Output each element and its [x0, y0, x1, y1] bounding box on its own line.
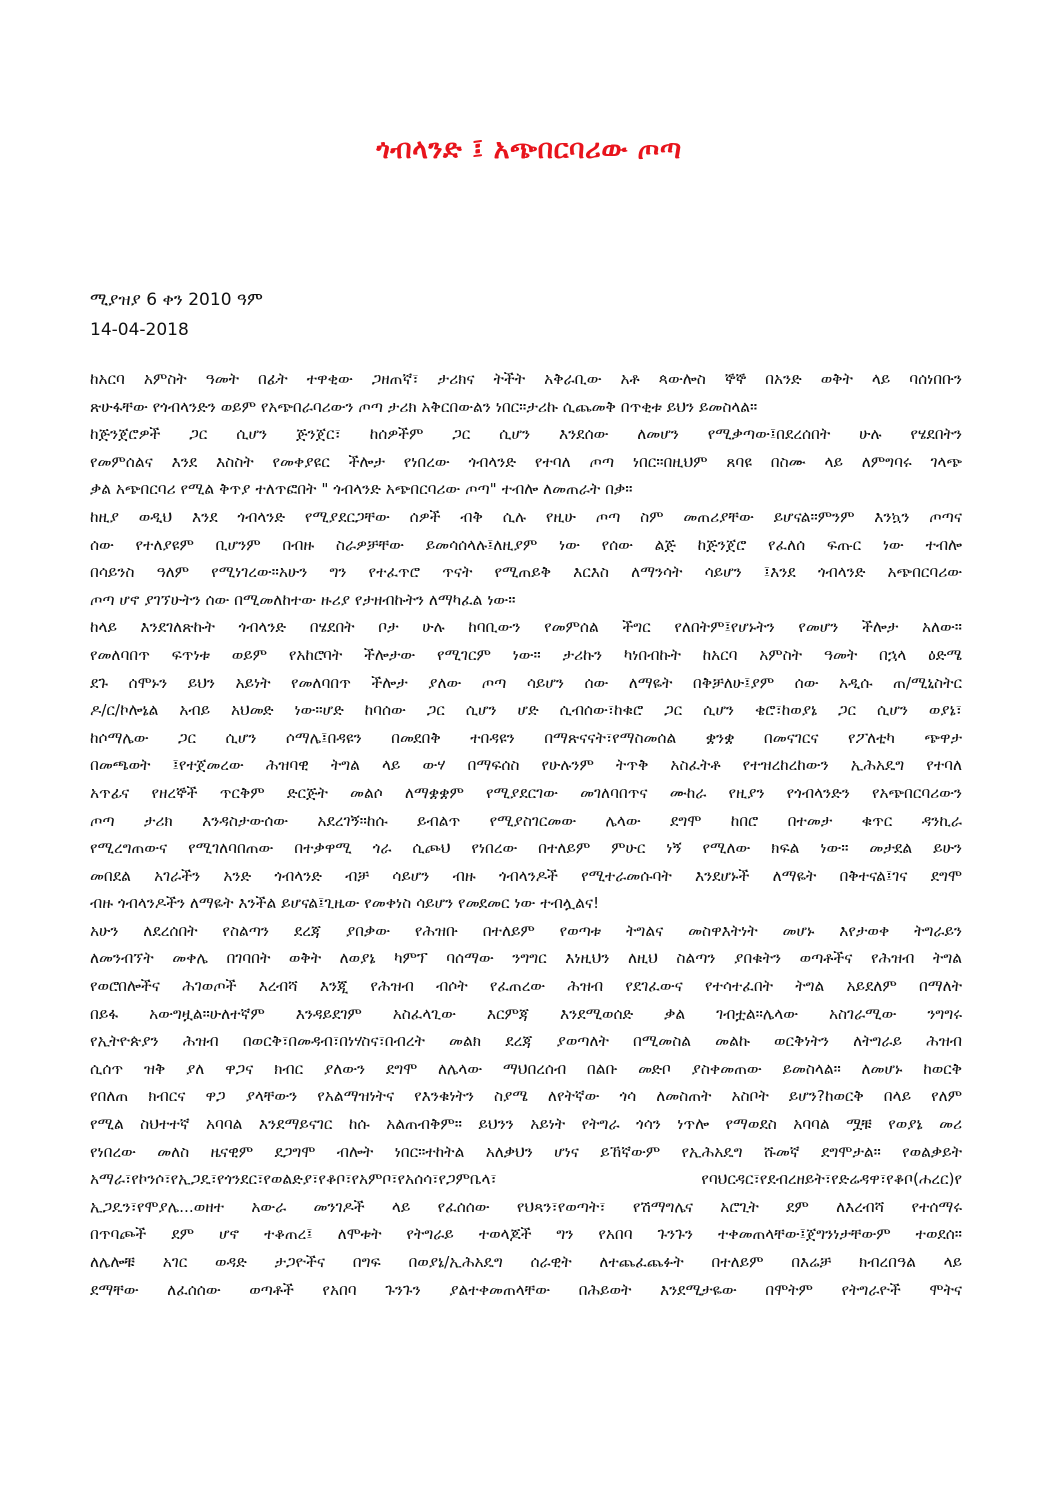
body-line: ኢጋዴን፣የሞያሌ...ወዘተ አውራ መንገዶች ላይ የፈሰሰው የህጻን፣የወጣት፣ የሽማግሌና አሮጊት ደም ለእረብሻ የተሰማሩ [90, 1197, 962, 1216]
body-line: የሚረግጠውና የሚገለባበጠው በተቃዋሚ ጎራ ሲጮህ የነበረው በተለይም ምሁር ነኝ የሚለው ክፍል ነው። መታደል ይሁን [90, 839, 962, 858]
body-line: የኢትዮጵያን ሕዝብ በወርቅ፣በመዳብ፣በነሃስና፣በብረት መልክ ደረጃ ያወጣለት በሚመስል መልኩ ወርቅነትን ለትግራይ ሕዝብ [90, 1032, 962, 1051]
body-line: ዶ/ር/ኮሎኔል አብይ አህመድ ነው።ሆድ ከባሰው ጋር ሲሆን ሆድ ሲብሰው፣ከቁሮ ጋር ሲሆን ቄሮ፣ከወያኔ ጋር ሲሆን ወያኔ፣ [90, 701, 962, 720]
body-line: የመለባበጥ ፍጥነቱ ወይም የአከሮባት ችሎታው የሚገርም ነው። ታሪኩን ካነበብኩት ከአርባ አምስት ዓመት በኋላ ዕድሜ [90, 645, 962, 664]
body-line: ቃል አጭበርባሪ የሚል ቅጥያ ተለጥፎበት " ጎብላንድ አጭበርባሪው ጦጣ" ተብሎ ለመጠራት በቃ። [90, 480, 633, 499]
body-line: ለሌሎቹ አገር ወዳድ ታጋዮችና በግፍ በወያኔ/ኢሕአዴግ ሰራዊት ለተጨፈጨፉት በተለይም በእሬቻ ክብረበዓል ላይ [90, 1253, 962, 1271]
body-line: አማራ፣የኮንሶ፣የኢጋዴ፣የጎንደር፣የወልድያ፣የቆቦ፣የአምቦ፣የአሰሳ፣የጋምቤላ፣ የባህርዳር፣የደብረዘይት፣የድሬዳዋ፣የቆቦ(ሐረር)የ [90, 1170, 962, 1189]
body-line: አሁን ለደረሰበት የስልጣን ደረጃ ያበቃው የሕዝቡ በተለይም የወጣቱ ትግልና መስዋእትነት መሆኑ እየታወቀ ትግራይን [90, 921, 962, 940]
body-line: ከጅንጀሮዎች ጋር ሲሆን ጅንጀር፣ ከሰዎችም ጋር ሲሆን እንደሰው ለመሆን የሚቃጣው፤በደረሰበት ሁሉ የሄደበትን [90, 425, 962, 444]
article-body [90, 366, 962, 1304]
body-line: ጽሁፋቸው የጎብላንድን ወይም የአጭበራባሪውን ጦጣ ታሪክ አቅርበውልን ነበር።ታሪኩ ሲጨመቅ በጥቂቱ ይህን ይመስላል። [90, 397, 758, 416]
body-line: በመጫወት ፤የተጀመረው ሕዝባዊ ትግል ላይ ውሃ በማፍሰስ የሁሉንም ትጥቅ አስፈትቶ የተዝረከረከውን ኢሕአዴግ የተባለ [90, 756, 962, 775]
body-line: ከላይ እንደገለጽኩት ጎብላንድ በሄደበት ቦታ ሁሉ ከባቢውን የመምሰል ችግር የለበትም፤የሆኑትን የመሆን ችሎታ አለው። [90, 618, 962, 637]
body-line: መበደል አገራችን አንድ ጎብላንድ ብቻ ሳይሆን ብዙ ጎብላንዶች የሚተራመሱባት እንደሆኑች ለማዬት በቅተናል፤ገና ደግሞ [90, 866, 962, 885]
body-line: የወሮበሎችና ሕገወጦች እረብሻ እንጂ የሕዝብ ብሶት የፈጠረው ሕዝብ የደገፈውና የተሳተፈበት ትግል አይደለም በማለት [90, 977, 962, 996]
body-line: ከዚያ ወዲህ እንደ ጎብላንድ የሚያደርጋቸው ሰዎች ብቅ ሲሉ የዚሁ ጦጣ ስም መጠሪያቸው ይሆናል።ምንም እንኳን ጦጣና [90, 507, 962, 526]
body-line: ሰው የተለያዩም ቢሆንም በብዙ ስራዎቻቸው ይመሳሰላሉ፤ለዚያም ነው የሰው ልጅ ከጅንጀሮ የፈለሰ ፍጡር ነው ተብሎ [90, 535, 962, 554]
body-line: ደጉ ሰሞኑን ይህን አይነት የመለባበጥ ችሎታ ያለው ጦጣ ሳይሆን ሰው ለማዬት በቅቻለሁ፤ያም ሰው አዲሱ ጠ/ሚኒስትር [90, 673, 962, 692]
body-line: የሚል ስህተተኛ አባባል እንደማይናገር ከሱ አልጠብቅም። ይህንን አይነት የትግራ ጎሳን ነጥሎ የማወደስ አባባል ሟቹ የወያኔ መሪ [90, 1115, 962, 1134]
body-line: ጦጣ ታሪክ እንዳስታውሰው አደረገኝ።ከሱ ይብልጥ የሚያስገርመው ሌላው ደግሞ ከበሮ በተመታ ቁጥር ዳንኪራ [90, 811, 962, 830]
body-line: ጦጣ ሆኖ ያገኘሁትን ሰው በሚመለከተው ዙሪያ የታዘብኩትን ለማካፈል ነው። [90, 590, 516, 609]
body-line: ለመንብኘት መቀሌ በገባበት ወቅት ለወያኔ ካምፕ ባሰማው ንግግር እነዚህን ለዚህ ስልጣን ያበቁትን ወጣቶችና የሕዝብ ትግል [90, 949, 962, 968]
body-line: አጥፊና የዘረኞች ጥርቅም ድርጅት መልሶ ለማቋቋም የሚያደርገው መገለባበጥና ሙከራ የዚያን የጎብላንድን የአጭበርባሪውን [90, 783, 962, 802]
ethiopian-date: ሚያዝያ 6 ቀን 2010 ዓም [90, 290, 263, 310]
date-block [90, 285, 263, 345]
body-line: ከሶማሌው ጋር ሲሆን ሶማሌ፤በዳዩን በመደበቅ ተበዳዩን በማጽናናት፣የማስመሰል ቋንቋ በመናገርና የፖለቲካ ጭዋታ [90, 728, 962, 747]
body-line: የመምሰልና እንደ እስስት የመቀያዩር ችሎታ የነበረው ጎብላንድ የተባለ ጦጣ ነበር።በዚህም ጸባዩ በስሙ ላይ ለምግባሩ ገላጭ [90, 452, 962, 471]
body-line: ከአርባ አምስት ዓመት በፊት ተዋቂው ጋዘጠኛ፣ ታሪክና ትችት አቅራቢው አቶ ጳውሎስ ኞኞ በአንድ ወቅት ላይ ባሰነበቡን [90, 370, 962, 388]
body-line: በይፋ አውግዟል።ሁለተኛም እንዳይደገም አስፈላጊው እርምጃ እንደሚወሰድ ቃል ገብቷል።ሌላው አስገራሚው ንግግሩ [90, 1004, 962, 1023]
document-title: ጎብላንድ ፤ አጭበርባሪው ጦጣ [376, 134, 682, 165]
body-line: የበለጠ ክብርና ዋጋ ያላቸውን የአልማዝነትና የእንቁነትን ስያሜ ለየትኛው ጎሳ ለመስጠት አስቦት ይሆን?ከወርቅ በላይ የለም [90, 1087, 962, 1106]
body-line: የነበረው መለስ ዜናዊም ደጋግሞ ብሎት ነበር።ተከትል አለቃህን ሆነና ይኸኛውም የኢሕአዴግ ሹመኛ ደግሞታል። የወልቃይት [90, 1142, 962, 1161]
body-line: ብዙ ጎብላንዶችን ለማዬት እንችል ይሆናል፤ጊዜው የመቀነስ ሳይሆን የመደመር ነው ተብሏልና! [90, 894, 600, 913]
body-line: ደማቸው ለፈሰሰው ወጣቶች የአበባ ጉንጉን ያልተቀመጠላቸው በሕይወት እንደሚታዬው በሞትም የትግራዮች ሞትና [90, 1280, 962, 1299]
body-line: በሳይንስ ዓለም የሚነገረው።አሁን ግን የተፈጥሮ ጥናት የሚጠይቅ እርእስ ለማንሳት ሳይሆን ፤እንደ ጎብላንድ አጭበርባሪው [90, 563, 962, 582]
body-line: በጥባጮች ደም ሆኖ ተቆጠረ፤ ለሞቱት የትግራይ ተወላጆች ግን የአበባ ጉንጉን ተቀመጠላቸው፤ጀግንነታቸውም ተወደሰ። [90, 1225, 962, 1244]
body-line: ሲሰጥ ዝቅ ያለ ዋጋና ክብር ያለውን ደግሞ ለሌላው ማህበረሰብ በልቡ መድቦ ያስቀመጠው ይመስላል። ለመሆኑ ከወርቅ [90, 1059, 962, 1078]
gregorian-date: 14-04-2018 [90, 320, 189, 340]
